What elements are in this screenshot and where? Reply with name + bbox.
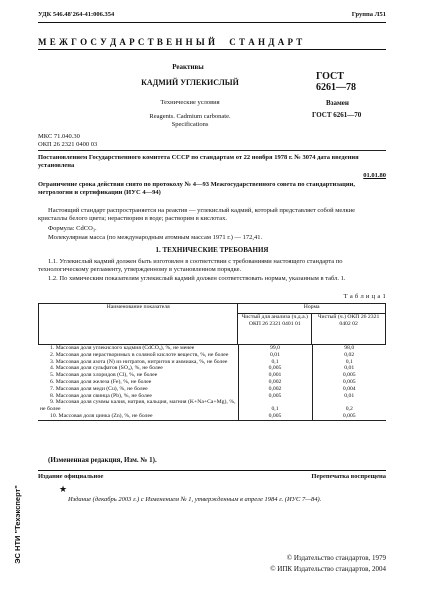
row-value-b: 0,005 [342,378,356,385]
standard-title: КАДМИЙ УГЛЕКИСЛЫЙ [141,78,239,87]
header-rule [38,22,386,23]
table-row [38,352,386,359]
row-name: 10. Массовая доля цинка (Zn), %, не более [38,413,238,420]
edition-note: Издание (декабрь 2003 г.) с Изменением № 1, утвержденным в апреле 1984 г. (ИУС 7—84). [68,496,322,503]
row-value-b: 0,005 [312,413,386,420]
row-value-a: 0,005 [238,393,312,400]
molecular-mass-line: Молекулярная масса (по международным атомным массам 1971 г.) — 172,41. [48,234,263,241]
decree-text: Постановлением Государственного комитета СССР по стандартам от 22 ноября 1978 г. № 3074 дата введения установлена [38,154,359,169]
official-edition-label: Издание официальное [38,473,104,480]
star-icon: ★ [59,484,68,494]
standard-subtitle: Технические условия [160,99,220,106]
paragraph-1-1: 1.1. Углекислый кадмий должен быть изготовлен в соответствии с требованиями настоящего стандарта по технологическому регламенту, утвержденному в установленном порядке. [38,258,343,273]
group-code: Группа Л51 [351,11,386,18]
column-header-name: Наименование показателя [39,304,238,345]
formula-line: Формула: CdCO₃. [48,225,97,232]
udk-code: УДК 546.48'264-41:006.354 [38,11,115,18]
row-value-a: 0,1 [238,399,312,413]
row-value-b: 0,2 [345,406,353,413]
row-name: 3. Массовая доля азота (N) из нитратов, нитритов и аммиака, %, не более [38,359,238,366]
row-value-a: 0,01 [238,352,312,359]
row-value-a: 0,005 [238,365,312,372]
row-name: 6. Массовая доля железа (Fe), %, не более [38,379,238,386]
row-value-b: 98,0 [344,345,355,351]
gost-number: 6261—78 [316,82,356,93]
title-rule [38,150,386,151]
intro-date: 01.01.80 [363,172,386,179]
amendment-note: (Измененная редакция, Изм. № 1). [48,456,157,464]
row-name: 8. Массовая доля свинца (Pb), %, не более [38,393,238,400]
replace-number: ГОСТ 6261—70 [312,111,362,119]
row-name: 1. Массовая доля углекислого кадмия (CdCO₃), %, не менее [38,345,238,352]
table-row [38,386,386,393]
category-label: Реактивы [172,63,204,71]
row-value-a: 0,005 [238,413,312,420]
row-value-a: 99,0 [238,345,312,352]
row-value-b: 0,1 [345,358,353,365]
row-name: 9. Массовая доля суммы калия, натрия, кальция, магния (K+Na+Ca+Mg), %, не более [38,399,238,413]
limit-text: Ограничение срока действия снято по протоколу № 4—93 Межгосударственного совета по стандартизации, метрологии и сертификации (ИУС 4—94) [38,181,355,196]
copyright-2004: © ИПК Издательство стандартов, 2004 [270,565,386,573]
banner-rule [38,49,386,50]
row-name: 2. Массовая доля нерастворимых в соляной кислоте веществ, %, не более [38,352,238,359]
column-header-pure: Чистый (ч.) ОКП 26 2321 0402 02 [312,314,386,345]
row-value-b: 0,02 [344,351,355,358]
intro-paragraph: Настоящий стандарт распространяется на реактив — углекислый кадмий, который представляет собой мелкие кристаллы белого цвета; нерастворим в воде; растворим в кислотах. [38,207,355,222]
english-title: Reagents. Cadmium carbonate. [149,113,231,120]
row-value-b: 0,01 [344,365,355,372]
row-value-a: 0,001 [238,372,312,379]
table-row [38,399,386,413]
paragraph-1-2: 1.2. По химическим показателям углекислый кадмий должен соответствовать нормам, указанным в табл. 1. [48,275,346,282]
copyright-1979: © Издательство стандартов, 1979 [286,554,386,562]
row-value-a: 0,002 [238,386,312,393]
row-value-b: 0,01 [344,392,355,399]
column-header-norm: Норма [238,304,386,314]
row-value-b: 0,004 [342,385,356,392]
row-name: 5. Массовая доля хлоридов (Cl), %, не более [38,372,238,379]
row-value-a: 0,1 [238,359,312,366]
row-value-b: 0,005 [342,372,356,379]
standard-banner: М Е Ж Г О С У Д А Р С Т В Е Н Н Ы Й С Т А Н Д А Р Т [38,37,303,47]
row-name: 4. Массовая доля сульфатов (SO₄), %, не более [38,365,238,372]
table-row [38,379,386,386]
footer-rule [38,470,386,471]
okp-code: ОКП 26 2321 0400 03 [38,141,98,148]
requirements-table [38,303,386,421]
reprint-prohibited-label: Перепечатка воспрещена [311,473,386,480]
table-row [38,413,386,420]
row-name: 7. Массовая доля меди (Cu), %, не более [38,386,238,393]
table-row [38,345,386,352]
column-header-pure-analysis: Чистый для анализа (ч.д.а.) ОКП 26 2321 0401 01 [238,314,312,345]
section-heading: 1. ТЕХНИЧЕСКИЕ ТРЕБОВАНИЯ [155,246,269,254]
replace-label: Взамен [326,99,349,107]
table-caption: Т а б л и ц а 1 [343,293,386,300]
table-row [38,372,386,379]
row-value-a: 0,002 [238,379,312,386]
mks-code: МКС 71.040.30 [38,133,80,140]
side-stamp: ЭС НТИ "Техэксперт" [12,485,22,564]
english-subtitle: Specifications [171,121,209,128]
gost-label: ГОСТ [316,71,344,82]
